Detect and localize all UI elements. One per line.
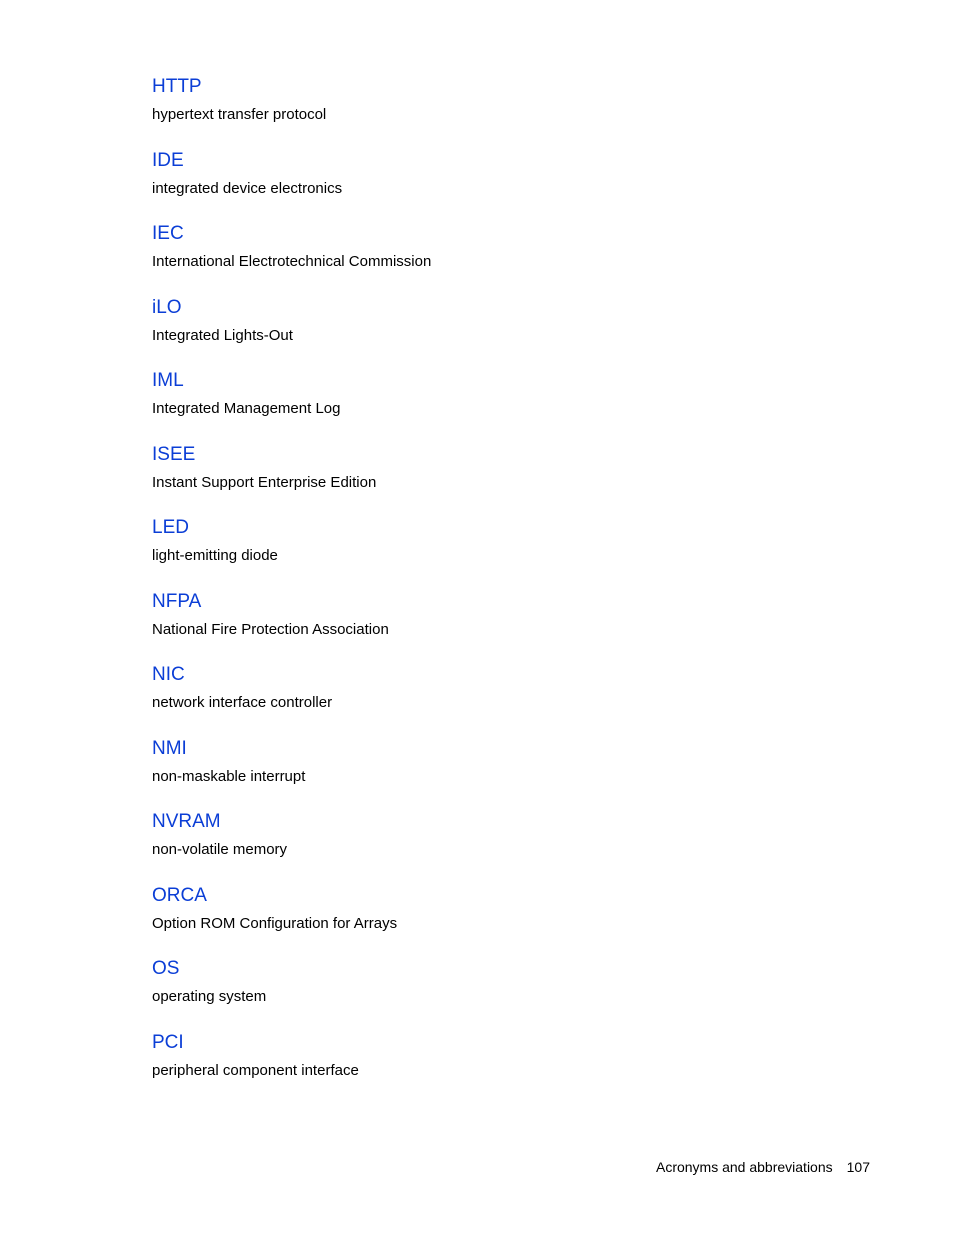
acronym-glossary	[152, 74, 852, 1103]
glossary-term: iLO	[152, 296, 182, 318]
glossary-entry-isee	[152, 442, 852, 516]
glossary-definition: National Fire Protection Association	[152, 620, 389, 638]
glossary-definition: light-emitting diode	[152, 547, 278, 564]
glossary-definition: non-volatile memory	[152, 841, 288, 858]
glossary-term: OS	[152, 958, 180, 979]
glossary-definition: network interface controller	[152, 694, 333, 711]
glossary-term: NFPA	[152, 590, 202, 612]
glossary-definition: Option ROM Configuration for Arrays	[152, 914, 398, 932]
glossary-definition: International Electrotechnical Commission	[152, 253, 432, 270]
page-footer	[656, 1157, 870, 1177]
glossary-entry-os	[152, 956, 852, 1030]
glossary-entry-nic	[152, 662, 852, 736]
glossary-term: IML	[152, 370, 184, 391]
glossary-entry-led	[152, 515, 852, 589]
glossary-definition: integrated device electronics	[152, 179, 343, 197]
glossary-definition: peripheral component interface	[152, 1061, 359, 1079]
glossary-entry-ide	[152, 148, 852, 222]
glossary-entry-nvram	[152, 809, 852, 883]
glossary-term: NMI	[152, 737, 187, 759]
glossary-term: NIC	[152, 664, 185, 685]
glossary-definition: operating system	[152, 988, 267, 1005]
glossary-entry-nfpa	[152, 589, 852, 663]
glossary-entry-http	[152, 74, 852, 148]
glossary-term: LED	[152, 517, 189, 538]
glossary-term: IEC	[152, 223, 184, 244]
glossary-entry-iec	[152, 221, 852, 295]
page-number: 107	[846, 1159, 870, 1175]
glossary-term: NVRAM	[152, 811, 221, 832]
glossary-term: IDE	[152, 149, 184, 171]
glossary-definition: non-maskable interrupt	[152, 767, 306, 785]
glossary-term: ORCA	[152, 884, 207, 906]
glossary-entry-ilo	[152, 295, 852, 369]
glossary-definition: hypertext transfer protocol	[152, 106, 327, 123]
glossary-entry-orca	[152, 883, 852, 957]
glossary-entry-pci	[152, 1030, 852, 1104]
glossary-term: HTTP	[152, 76, 202, 97]
footer-section-title: Acronyms and abbreviations	[655, 1159, 833, 1175]
glossary-definition: Instant Support Enterprise Edition	[152, 473, 377, 491]
glossary-definition: Integrated Management Log	[152, 400, 341, 417]
glossary-definition: Integrated Lights-Out	[152, 326, 293, 344]
glossary-entry-nmi	[152, 736, 852, 810]
glossary-term: ISEE	[152, 443, 196, 465]
glossary-term: PCI	[152, 1031, 184, 1053]
glossary-entry-iml	[152, 368, 852, 442]
